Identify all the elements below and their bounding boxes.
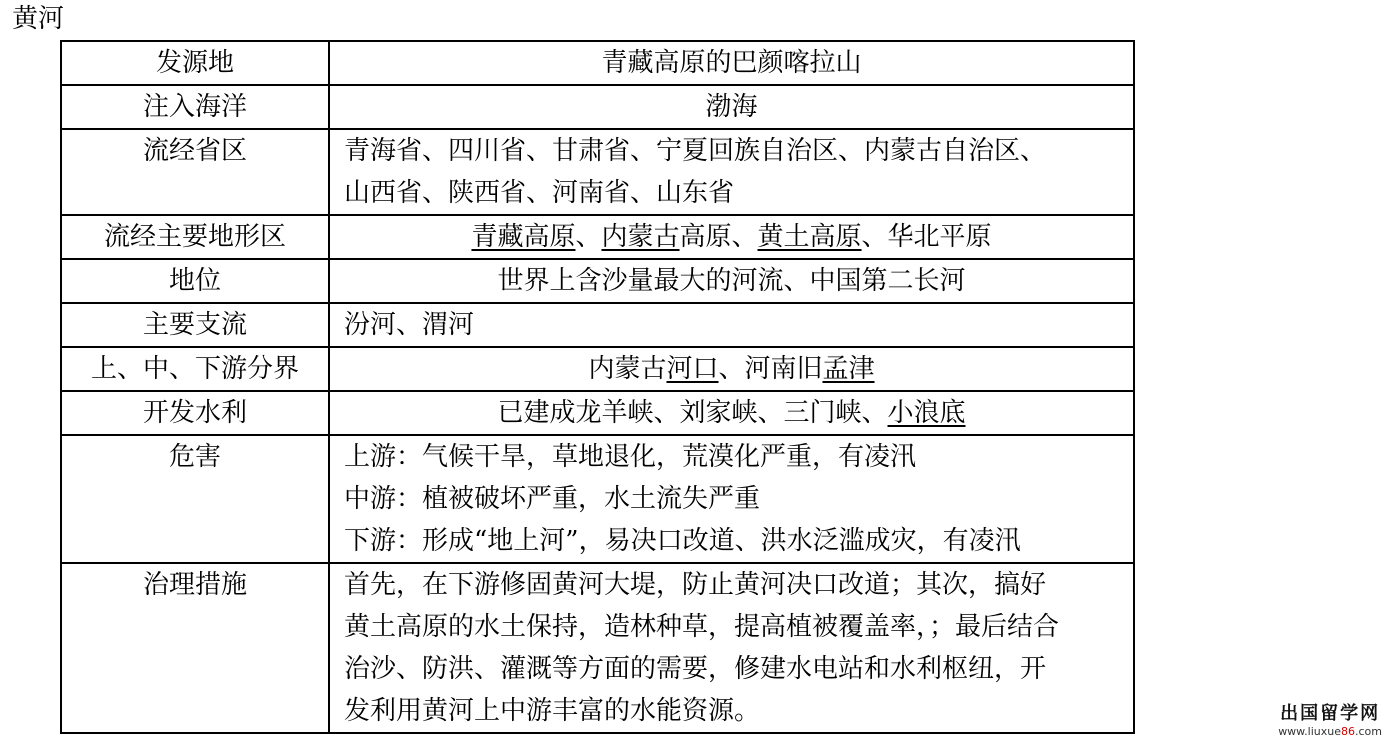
- value-line: [344, 478, 1119, 520]
- watermark-url: [1278, 725, 1382, 738]
- row-value: [329, 41, 1134, 85]
- value-line: [344, 648, 1119, 690]
- row-label: 流经省区: [61, 129, 329, 215]
- value-line: [344, 392, 1119, 434]
- value-text: 高原、: [679, 222, 758, 252]
- row-value: [329, 347, 1134, 391]
- underlined-term: 青藏高原: [471, 222, 576, 252]
- value-text: 汾河、渭河: [344, 310, 475, 340]
- value-line: [344, 86, 1119, 128]
- value-text: 渤海: [705, 92, 758, 122]
- value-text: 青藏高原的巴颜喀拉山: [601, 48, 862, 78]
- value-line: [344, 520, 1119, 562]
- value-line: [344, 260, 1119, 302]
- value-line: [344, 606, 1119, 648]
- table-row: [61, 85, 1134, 129]
- row-value: [329, 215, 1134, 259]
- row-value: [329, 563, 1134, 733]
- table-row: [61, 391, 1134, 435]
- row-label: 流经主要地形区: [61, 215, 329, 259]
- value-text: 世界上含沙量最大的河流、中国第二长河: [497, 266, 966, 296]
- value-line: [344, 216, 1119, 258]
- row-label: 注入海洋: [61, 85, 329, 129]
- value-text: 中游：植被破坏严重，水土流失严重: [344, 484, 761, 514]
- table-row: [61, 129, 1134, 215]
- value-text: 下游：形成“地上河”，易决口改道、洪水泛滥成灾，有凌汛: [344, 526, 1021, 556]
- row-label: 上、中、下游分界: [61, 347, 329, 391]
- table-row: [61, 347, 1134, 391]
- value-text: 首先，在下游修固黄河大堤，防止黄河决口改道；其次，搞好: [344, 570, 1047, 600]
- value-line: [344, 436, 1119, 478]
- value-line: [344, 564, 1119, 606]
- table-row: [61, 563, 1134, 733]
- value-line: [344, 690, 1119, 732]
- watermark-url-prefix: www.liuxue: [1278, 725, 1341, 738]
- value-text: 、: [575, 222, 602, 252]
- row-value: [329, 129, 1134, 215]
- value-line: [344, 304, 1119, 346]
- row-label: 地位: [61, 259, 329, 303]
- table-row: [61, 259, 1134, 303]
- value-text: 内蒙古: [588, 354, 667, 384]
- row-value: [329, 85, 1134, 129]
- row-label: 治理措施: [61, 563, 329, 733]
- row-label: 发源地: [61, 41, 329, 85]
- page-title: 黄河: [12, 4, 65, 34]
- value-text: 、华北平原: [861, 222, 992, 252]
- table-body: [61, 41, 1134, 733]
- value-text: 治沙、防洪、灌溉等方面的需要，修建水电站和水利枢纽，开: [344, 654, 1047, 684]
- value-line: [344, 172, 1119, 214]
- row-value: [329, 435, 1134, 563]
- yellow-river-table: [60, 40, 1135, 734]
- row-value: [329, 303, 1134, 347]
- table-row: [61, 215, 1134, 259]
- underlined-term: 孟津: [822, 354, 875, 384]
- table-row: [61, 41, 1134, 85]
- value-text: 黄土高原的水土保持，造林种草，提高植被覆盖率，；最后结合: [344, 612, 1060, 642]
- value-text: 已建成龙羊峡、刘家峡、三门峡、: [497, 398, 888, 428]
- row-label: 主要支流: [61, 303, 329, 347]
- watermark-url-suffix: .com: [1355, 725, 1382, 738]
- underlined-term: 黄土高原: [757, 222, 862, 252]
- value-text: 上游：气候干旱，草地退化，荒漠化严重，有凌汛: [344, 442, 917, 472]
- row-value: [329, 391, 1134, 435]
- underlined-term: 河口: [666, 354, 719, 384]
- table-row: [61, 435, 1134, 563]
- watermark-name: 出国留学网: [1280, 703, 1381, 724]
- value-text: 、河南旧: [718, 354, 823, 384]
- watermark-logo: [1278, 703, 1382, 738]
- value-line: [344, 42, 1119, 84]
- underlined-term: 小浪底: [887, 398, 966, 428]
- value-line: [344, 130, 1119, 172]
- table-row: [61, 303, 1134, 347]
- underlined-term: 内蒙古: [601, 222, 680, 252]
- row-label: 危害: [61, 435, 329, 563]
- row-value: [329, 259, 1134, 303]
- watermark-url-number: 86: [1341, 725, 1355, 738]
- value-text: 青海省、四川省、甘肃省、宁夏回族自治区、内蒙古自治区、: [344, 136, 1047, 166]
- value-text: 发利用黄河上中游丰富的水能资源。: [344, 696, 761, 726]
- value-text: 山西省、陕西省、河南省、山东省: [344, 178, 735, 208]
- value-line: [344, 348, 1119, 390]
- row-label: 开发水利: [61, 391, 329, 435]
